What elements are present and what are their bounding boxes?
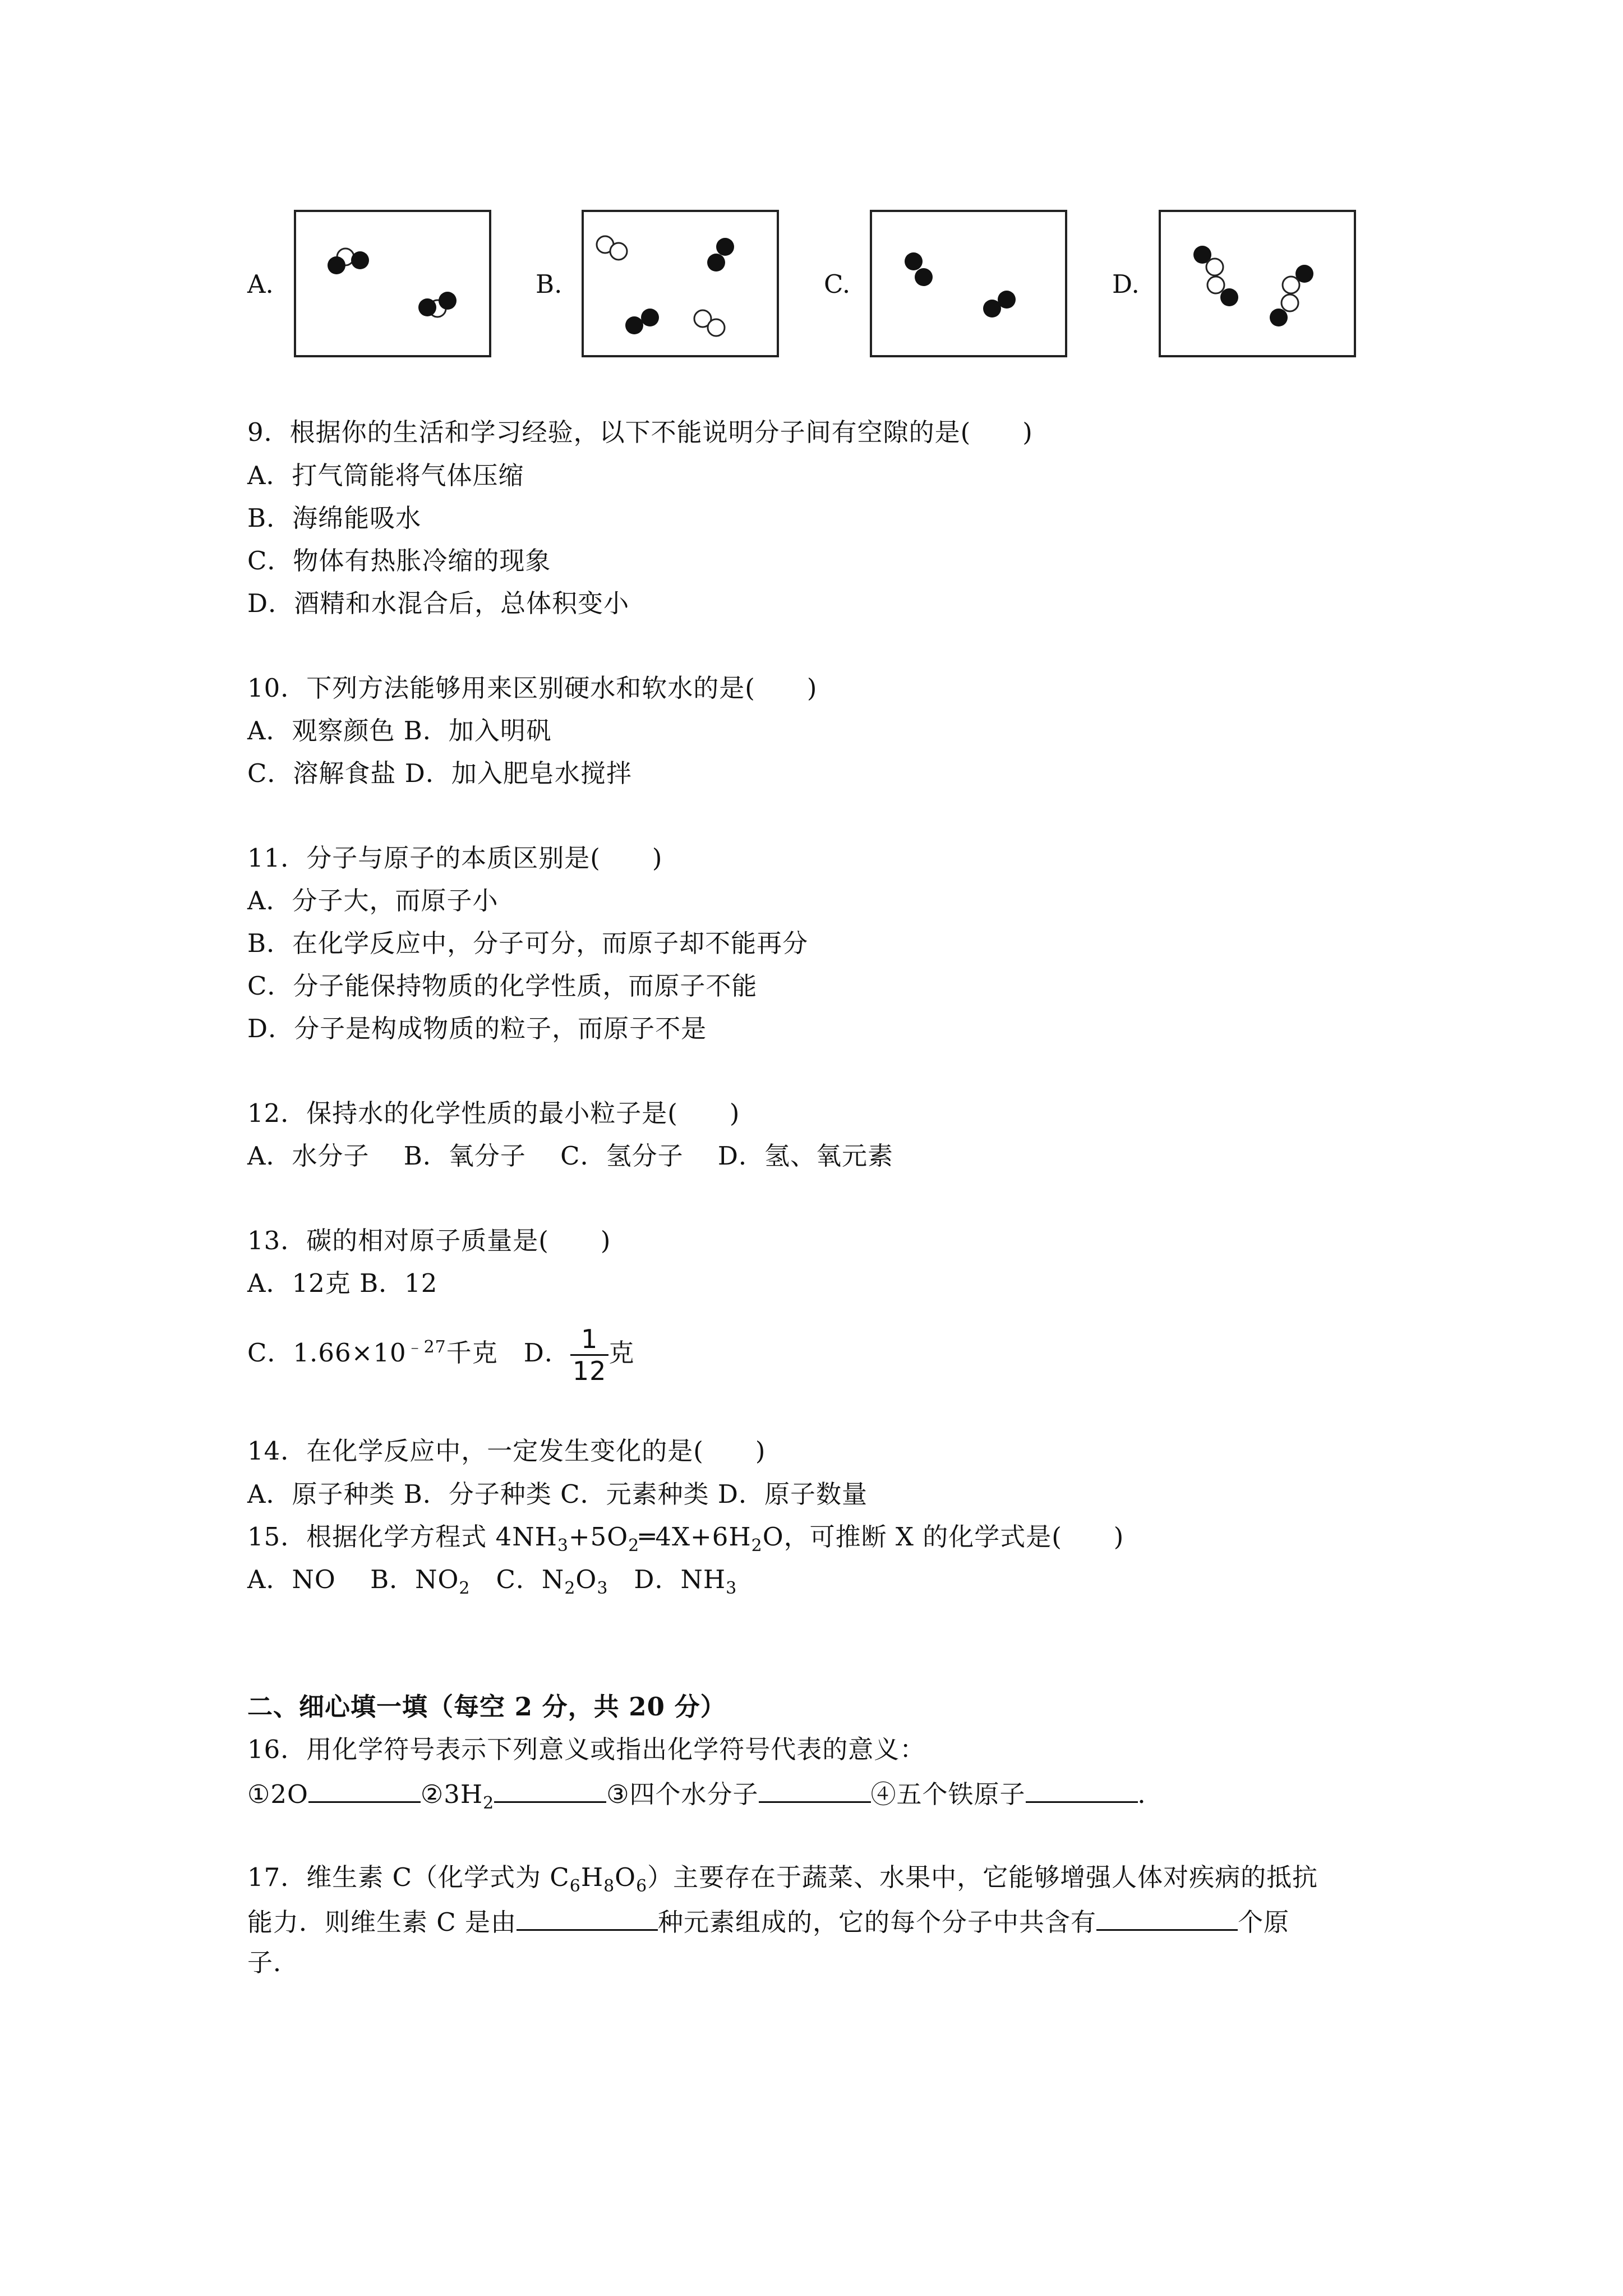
- subscript: 3: [726, 1579, 737, 1598]
- q15-options: [247, 1563, 737, 1596]
- fraction-numerator: 1: [570, 1324, 609, 1356]
- q16-item-4: ④五个铁原子: [870, 1779, 1026, 1809]
- subscript: 8: [603, 1876, 615, 1896]
- fraction-denominator: 12: [572, 1356, 607, 1386]
- subscript: 6: [636, 1876, 648, 1896]
- subscript: 2: [628, 1536, 640, 1556]
- q13-option-d-fraction: [570, 1324, 609, 1386]
- q9-option-d: D．酒精和水混合后，总体积变小: [247, 588, 630, 618]
- q16-blank-2[interactable]: [494, 1775, 606, 1803]
- q11-stem: 11．分子与原子的本质区别是( ): [247, 843, 663, 873]
- q15-stem-part1: 15．根据化学方程式 4NH: [247, 1522, 557, 1552]
- molecule-diagram-c: [872, 212, 1065, 355]
- q11-option-d: D．分子是构成物质的粒子，而原子不是: [247, 1014, 707, 1043]
- q16-blank-3[interactable]: [759, 1775, 871, 1803]
- molecule-diagram-a: [296, 212, 489, 355]
- q16-stem: 16．用化学符号表示下列意义或指出化学符号代表的意义：: [247, 1734, 926, 1764]
- q15-option-c-part2: O: [575, 1565, 597, 1594]
- q8-option-a-label: A.: [247, 269, 274, 299]
- q13-stem: 13．碳的相对原子质量是( ): [247, 1226, 611, 1255]
- q15-stem-part3: ═4X+6H: [639, 1522, 751, 1552]
- q15-stem-part2: +5O: [568, 1522, 629, 1552]
- q17-line-3: 子．: [247, 1948, 299, 1977]
- molecule-diagram-b: [584, 212, 777, 355]
- q17-line-2-c: 个原: [1238, 1907, 1290, 1937]
- q15-stem-part4: O，可推断 X 的化学式是( ): [762, 1522, 1124, 1552]
- q12-stem: 12．保持水的化学性质的最小粒子是( ): [247, 1098, 740, 1128]
- q17-line-1-d: ）主要存在于蔬菜、水果中，它能够增强人体对疾病的抵抗: [647, 1862, 1318, 1892]
- q8-option-d-label: D.: [1112, 269, 1140, 299]
- q17-line-2-b: 种元素组成的，它的每个分子中共含有: [658, 1907, 1097, 1937]
- q8-option-b-diagram: [582, 210, 779, 357]
- subscript: 2: [564, 1579, 576, 1598]
- q13-options-cd: [247, 1324, 635, 1386]
- q8-option-c-label: C.: [824, 269, 851, 299]
- q8-option-a-diagram: [294, 210, 491, 357]
- subscript: 2: [483, 1793, 495, 1813]
- q17-line-1-c: O: [615, 1862, 637, 1892]
- q11-option-b: B．在化学反应中，分子可分，而原子却不能再分: [247, 928, 809, 958]
- q10-options-cd: C．溶解食盐 D．加入肥皂水搅拌: [247, 758, 632, 788]
- q9-option-b: B．海绵能吸水: [247, 503, 422, 533]
- q17-line-2-a: 能力．则维生素 C 是由: [247, 1907, 517, 1937]
- q16-blank-1[interactable]: [308, 1775, 421, 1803]
- q16-item-1: ①2O: [247, 1779, 308, 1809]
- q10-options-ab: A．观察颜色 B．加入明矾: [247, 716, 552, 746]
- q11-option-c: C．分子能保持物质的化学性质，而原子不能: [247, 971, 758, 1001]
- q8-option-c-diagram: [870, 210, 1067, 357]
- q8-option-b-label: B.: [536, 269, 562, 299]
- q17-blank-1[interactable]: [517, 1903, 658, 1931]
- q15-option-d: D．NH: [608, 1565, 726, 1594]
- q15-option-c: C．N: [470, 1565, 565, 1594]
- q16-end-mark: ．: [1137, 1779, 1164, 1809]
- q9-option-c: C．物体有热胀冷缩的现象: [247, 546, 551, 576]
- q17-line-1: [247, 1861, 1318, 1894]
- q12-options: A．水分子 B．氧分子 C．氢分子 D．氢、氧元素: [247, 1141, 893, 1171]
- q16-items: [247, 1775, 1164, 1813]
- q9-option-a: A．打气筒能将气体压缩: [247, 461, 524, 490]
- q17-line-1-a: 17．维生素 C（化学式为 C: [247, 1862, 570, 1892]
- q16-blank-4[interactable]: [1026, 1775, 1138, 1803]
- subscript: 3: [597, 1579, 608, 1598]
- subscript: 2: [459, 1579, 471, 1598]
- q13-option-d-unit: 克: [608, 1338, 635, 1368]
- q15-options-ab: A．NO B．NO: [247, 1565, 459, 1594]
- q13-option-c-exponent: ﹣27: [406, 1337, 446, 1357]
- subscript: 6: [569, 1876, 581, 1896]
- q16-item-3: ③四个水分子: [606, 1779, 759, 1809]
- q15-stem: [247, 1520, 1124, 1554]
- q14-options: A．原子种类 B．分子种类 C．元素种类 D．原子数量: [247, 1479, 868, 1509]
- q13-options-ab: A．12克 B．12: [247, 1268, 438, 1298]
- q17-blank-2[interactable]: [1096, 1903, 1238, 1931]
- q13-option-c-mantissa: C．1.66×10: [247, 1338, 407, 1368]
- q10-stem: 10．下列方法能够用来区别硬水和软水的是( ): [247, 673, 818, 703]
- q13-option-c-unit: 千克 D．: [446, 1338, 570, 1368]
- q9-stem: 9．根据你的生活和学习经验，以下不能说明分子间有空隙的是( ): [247, 417, 1033, 447]
- q8-option-d-diagram: [1159, 210, 1356, 357]
- subscript: 3: [557, 1536, 569, 1556]
- q11-option-a: A．分子大，而原子小: [247, 886, 499, 915]
- q17-line-1-b: H: [580, 1862, 604, 1892]
- q17-line-2: [247, 1903, 1289, 1937]
- section-2-title: 二、细心填一填（每空 2 分，共 20 分）: [247, 1692, 726, 1722]
- molecule-diagram-d: [1161, 212, 1354, 355]
- q16-item-2: ②3H: [420, 1779, 483, 1809]
- subscript: 2: [751, 1536, 763, 1556]
- q14-stem: 14．在化学反应中，一定发生变化的是( ): [247, 1436, 766, 1466]
